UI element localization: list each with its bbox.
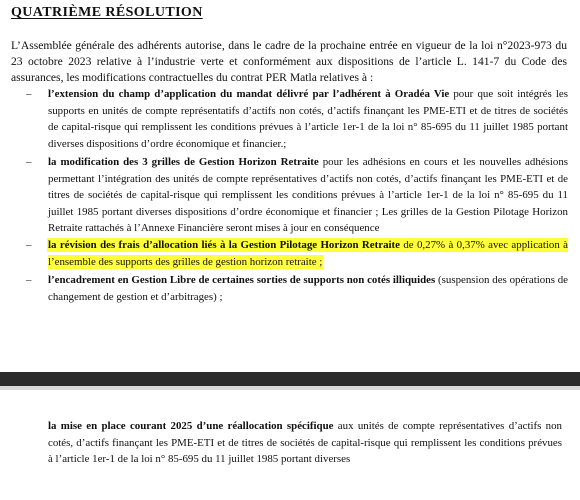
list-item-bold: la mise en place courant 2025 d’une réallocation spécifique — [48, 420, 334, 432]
list-item-rest: de 0,27% à 0,37% avec application à l’ensemble des supports des grilles de gestion horizon retraite ; — [48, 239, 568, 268]
dash-bullet: – — [26, 88, 32, 100]
list-item-bold: la modification des 3 grilles de Gestion Horizon Retraite — [48, 156, 319, 168]
list-item-bold: l’encadrement en Gestion Libre de certaines sorties de supports non cotés illiquides — [48, 274, 436, 286]
page-separator — [0, 372, 580, 386]
list-item-rest: pour que soit intégrés les supports en unités de compte représentatifs d’actifs non cotés, d’actifs finançant les PME-ETI et de titres de sociétés de capital-risque qui remplissent les conditions prévues à l’article 1er-1 de la loi n° 85-695 du 11 juillet 1985 portant diverses dispositions d’ordre économique et financier.; — [48, 88, 568, 150]
highlighted-text — [48, 239, 568, 268]
list-item-bold: la révision des frais d’allocation liés à la Gestion Pilotage Horizon Retraite — [48, 239, 401, 251]
dash-bullet: – — [26, 156, 32, 168]
list-item-text — [48, 418, 562, 468]
list-item-text — [48, 86, 568, 152]
intro-paragraph: L’Assemblée générale des adhérents autorise, dans le cadre de la prochaine entrée en vigueur de la loi n°2023-973 du 23 octobre 2023 relative à l’industrie verte et conformément aux dispositions de l’article L. 141-7 du Code des assurances, les modifications contractuelles du contrat PER Matla relatives à : — [11, 39, 567, 84]
list-item-bold: l’extension du champ d’application du mandat délivré par l’adhérent à Oradéa Vie — [48, 88, 450, 100]
list-item-text — [48, 272, 568, 305]
dash-bullet: – — [26, 274, 32, 286]
list-item-text — [48, 237, 568, 270]
list-item-rest: aux unités de compte représentatives d’actifs non cotés, d’actifs finançant les PME-ETI et de titres de sociétés de capital-risque qui remplissent les conditions prévues à l’article 1er-1 de la loi n° 85-695 du 11 juillet 1985 portant diverses — [48, 420, 562, 465]
resolution-heading: QUATRIÈME RÉSOLUTION — [11, 5, 203, 20]
list-item-text — [48, 154, 568, 237]
dash-bullet: – — [26, 239, 32, 251]
list-item-rest: pour les adhésions en cours et les nouvelles adhésions permettant l’intégration des unités de compte représentatives d’actifs non cotés, d’actifs finançant les PME-ETI et de titres de sociétés de capital-risque qui remplissent les conditions prévues à l’article 1er-1 de la loi n° 85-695 du 11 juillet 1985 portant diverses dispositions d’ordre économique et financier ; Les grilles de la Gestion Pilotage Horizon Retraite rattachés à l’Annexe Financière seront mises à jour en conséquence — [48, 156, 569, 234]
list-item-rest: (suspension des opérations de changement de gestion et d’arbitrages) ; — [48, 274, 568, 303]
document-page-bottom — [0, 390, 580, 500]
